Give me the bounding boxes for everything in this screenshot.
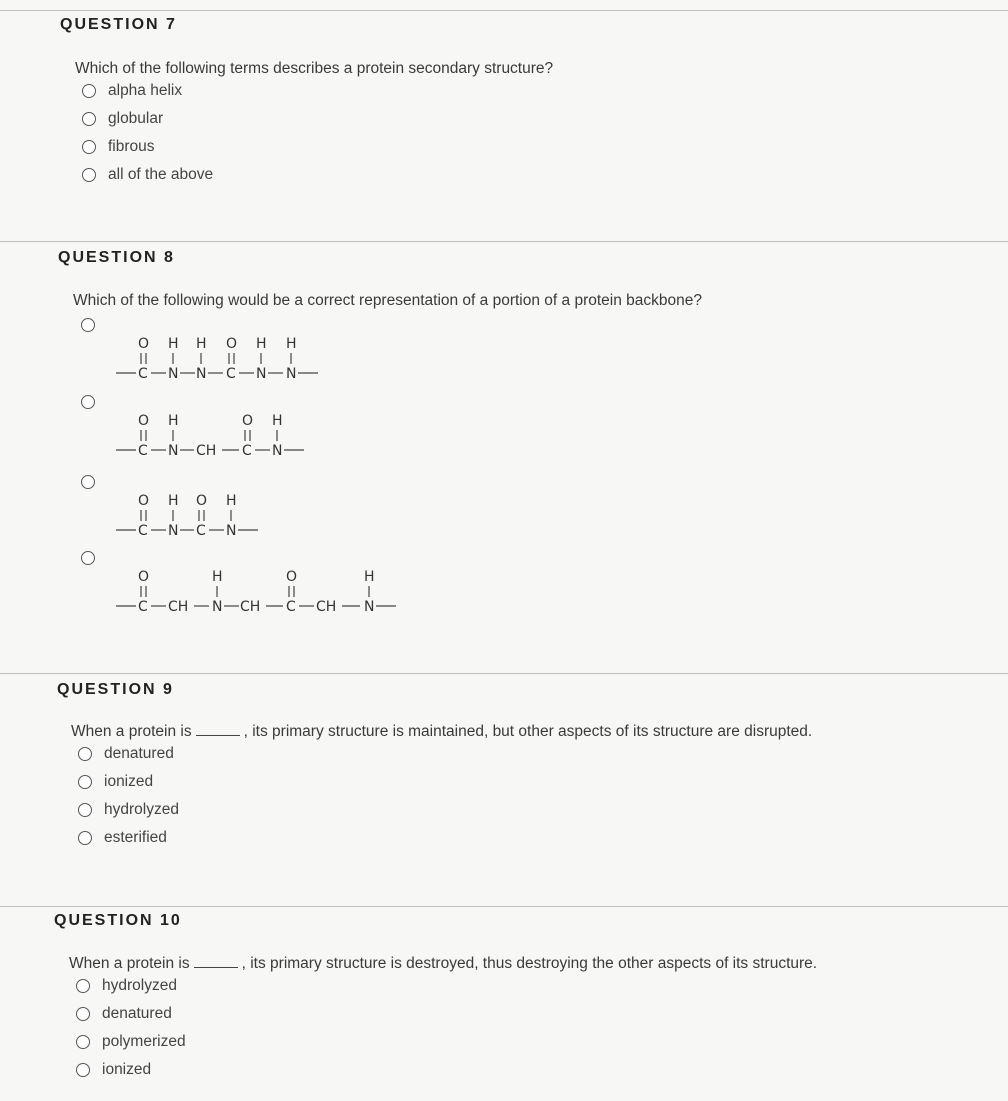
radio-button[interactable] — [76, 1035, 90, 1049]
question-9-text — [71, 723, 812, 741]
q9-option-4[interactable] — [78, 827, 167, 849]
atom-label: CH — [240, 599, 261, 615]
question-text-end: , its primary structure is maintained, but other aspects of its structure are disrupted. — [243, 723, 813, 740]
option-label: ionized — [104, 773, 154, 790]
divider — [0, 906, 1008, 907]
q8-option-4[interactable] — [81, 547, 95, 569]
option-label: ionized — [102, 1061, 152, 1078]
option-label: all of the above — [108, 166, 214, 183]
radio-button[interactable] — [81, 395, 95, 409]
question-10-text — [69, 955, 817, 973]
structure-3 — [112, 489, 342, 545]
q8-option-3[interactable] — [81, 471, 95, 493]
radio-button[interactable] — [81, 318, 95, 332]
atom-label: O — [138, 336, 150, 352]
atom-label: H — [226, 493, 237, 509]
structure-2 — [112, 409, 342, 465]
atom-label: O — [226, 336, 238, 352]
q10-option-4[interactable] — [76, 1059, 151, 1081]
q10-option-1[interactable] — [76, 975, 177, 997]
atom-label: N — [226, 523, 237, 539]
question-text-start: When a protein is — [69, 955, 190, 972]
option-label: alpha helix — [108, 82, 183, 99]
atom-label: O — [242, 413, 254, 429]
atom-label: C — [138, 523, 148, 539]
option-label: denatured — [102, 1005, 172, 1022]
atom-label: H — [168, 493, 179, 509]
question-7-heading: QUESTION 7 — [60, 16, 177, 33]
atom-label: H — [364, 569, 375, 585]
radio-button[interactable] — [78, 831, 92, 845]
question-text-start: When a protein is — [71, 723, 192, 740]
atom-label: H — [168, 336, 179, 352]
divider — [0, 10, 1008, 11]
atom-label: H — [256, 336, 267, 352]
radio-button[interactable] — [82, 168, 96, 182]
q7-option-1[interactable] — [82, 80, 182, 102]
question-10-heading: QUESTION 10 — [54, 912, 182, 929]
atom-label: H — [212, 569, 223, 585]
radio-button[interactable] — [78, 775, 92, 789]
radio-button[interactable] — [76, 1007, 90, 1021]
radio-button[interactable] — [78, 803, 92, 817]
q7-option-3[interactable] — [82, 136, 155, 158]
structure-4 — [112, 565, 412, 621]
option-label: polymerized — [102, 1033, 186, 1050]
atom-label: CH — [196, 443, 217, 459]
atom-label: O — [196, 493, 208, 509]
option-label: denatured — [104, 745, 174, 762]
structure-1 — [112, 332, 342, 388]
atom-label: C — [138, 366, 148, 382]
atom-label: H — [196, 336, 207, 352]
radio-button[interactable] — [82, 84, 96, 98]
atom-label: N — [212, 599, 223, 615]
q7-option-2[interactable] — [82, 108, 163, 130]
option-label: globular — [108, 110, 164, 127]
q7-option-4[interactable] — [82, 164, 213, 186]
atom-label: CH — [168, 599, 189, 615]
option-label: hydrolyzed — [104, 801, 179, 818]
question-text-end: , its primary structure is destroyed, thus destroying the other aspects of its structure. — [241, 955, 818, 972]
radio-button[interactable] — [82, 140, 96, 154]
answer-blank — [194, 955, 238, 968]
radio-button[interactable] — [81, 475, 95, 489]
atom-label: C — [196, 523, 206, 539]
atom-label: C — [138, 599, 148, 615]
option-label: hydrolyzed — [102, 977, 177, 994]
atom-label: N — [286, 366, 297, 382]
option-label: fibrous — [108, 138, 155, 155]
atom-label: N — [364, 599, 375, 615]
atom-label: N — [168, 523, 179, 539]
atom-label: H — [168, 413, 179, 429]
divider — [0, 241, 1008, 242]
q10-option-3[interactable] — [76, 1031, 186, 1053]
atom-label: O — [138, 413, 150, 429]
atom-label: C — [242, 443, 252, 459]
radio-button[interactable] — [76, 979, 90, 993]
divider — [0, 673, 1008, 674]
question-8-text: Which of the following would be a correct representation of a portion of a protein backbone? — [73, 292, 702, 309]
q8-option-1[interactable] — [81, 314, 95, 336]
atom-label: N — [196, 366, 207, 382]
atom-label: C — [226, 366, 236, 382]
atom-label: CH — [316, 599, 337, 615]
atom-label: N — [272, 443, 283, 459]
radio-button[interactable] — [76, 1063, 90, 1077]
atom-label: N — [256, 366, 267, 382]
answer-blank — [196, 723, 240, 736]
question-7-text: Which of the following terms describes a protein secondary structure? — [75, 60, 554, 77]
option-label: esterified — [104, 829, 167, 846]
atom-label: N — [168, 366, 179, 382]
question-8-heading: QUESTION 8 — [58, 249, 175, 266]
q10-option-2[interactable] — [76, 1003, 172, 1025]
q9-option-1[interactable] — [78, 743, 174, 765]
atom-label: O — [138, 493, 150, 509]
atom-label: O — [286, 569, 298, 585]
radio-button[interactable] — [82, 112, 96, 126]
q9-option-3[interactable] — [78, 799, 179, 821]
atom-label: H — [286, 336, 297, 352]
atom-label: N — [168, 443, 179, 459]
atom-label: C — [138, 443, 148, 459]
atom-label: H — [272, 413, 283, 429]
q9-option-2[interactable] — [78, 771, 153, 793]
atom-label: C — [286, 599, 296, 615]
radio-button[interactable] — [78, 747, 92, 761]
q8-option-2[interactable] — [81, 391, 95, 413]
atom-label: O — [138, 569, 150, 585]
question-9-heading: QUESTION 9 — [57, 681, 174, 698]
radio-button[interactable] — [81, 551, 95, 565]
